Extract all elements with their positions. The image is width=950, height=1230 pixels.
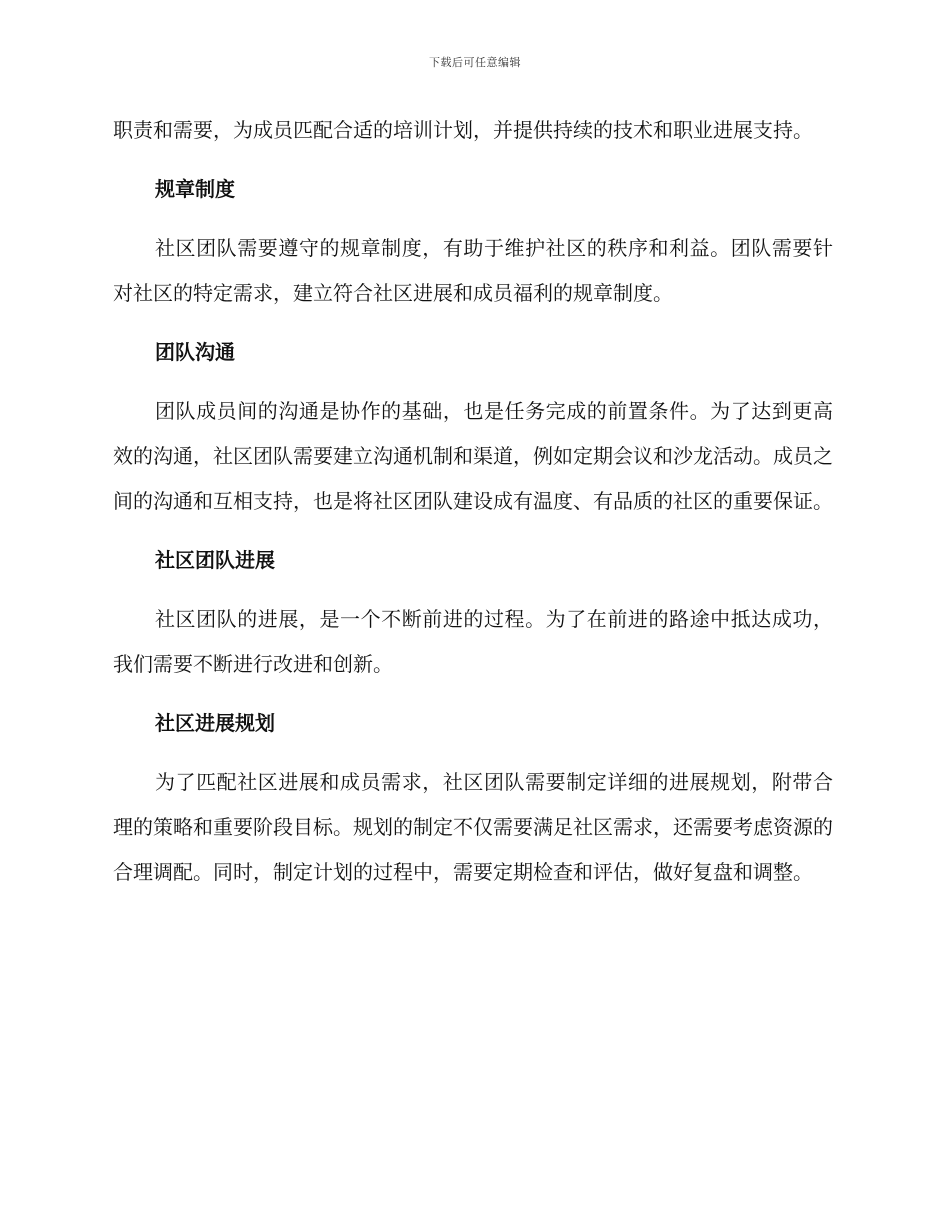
section-heading-communication: 团队沟通 [155, 340, 235, 364]
paragraph-communication: 团队成员间的沟通是协作的基础，也是任务完成的前置条件。为了达到更高效的沟通，社区团队需要建立沟通机制和渠道，例如定期会议和沙龙活动。成员之间的沟通和互相支持，也是将社区团队建设成有温度、有品质的社区的重要保证。 [113, 399, 833, 513]
section-heading-progress-plan: 社区进展规划 [155, 711, 275, 735]
paragraph-progress-plan: 为了匹配社区进展和成员需求，社区团队需要制定详细的进展规划，附带合理的策略和重要阶段目标。规划的制定不仅需要满足社区需求，还需要考虑资源的合理调配。同时，制定计划的过程中，需要定期检查和评估，做好复盘和调整。 [113, 770, 833, 884]
paragraph-continued: 职责和需要，为成员匹配合适的培训计划，并提供持续的技术和职业进展支持。 [113, 118, 813, 142]
section-heading-team-progress: 社区团队进展 [155, 548, 275, 572]
document-body [113, 108, 833, 909]
header-note: 下载后可任意编辑 [429, 56, 521, 69]
paragraph-rules: 社区团队需要遵守的规章制度，有助于维护社区的秩序和利益。团队需要针对社区的特定需求，建立符合社区进展和成员福利的规章制度。 [113, 236, 833, 305]
section-heading-rules: 规章制度 [155, 177, 235, 201]
paragraph-team-progress: 社区团队的进展，是一个不断前进的过程。为了在前进的路途中抵达成功，我们需要不断进行改进和创新。 [113, 607, 833, 676]
